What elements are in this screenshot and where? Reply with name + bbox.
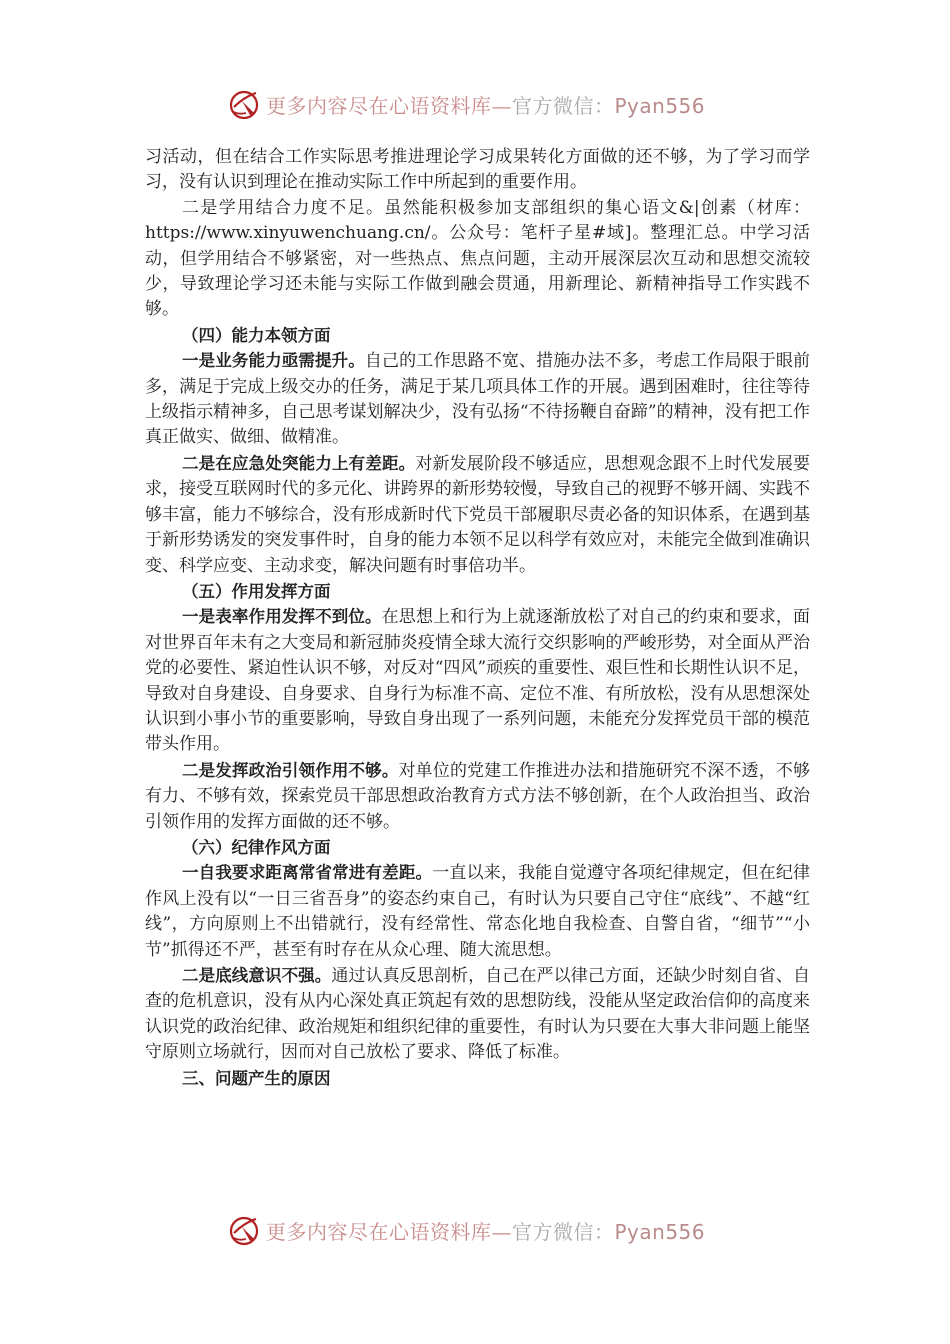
paragraph-body: 自己的工作思路不宽、措施办法不多，考虑工作局限于眼前多，满足于完成上级交办的任务，满足于某几项具体工作的开展。遇到困难时，往往等待上级指示精神多，自己思考谋划解决少，没有弘扬“不待扬鞭自奋蹄”的精神，没有把工作真正做实、做细、做精准。 — [145, 351, 810, 448]
chapter-heading: 三、问题产生的原因 — [182, 1068, 331, 1088]
banner-dash: — — [491, 93, 512, 118]
paragraph-body: 对单位的党建工作推进办法和措施研究不深不透，不够有力、不够有效，探索党员干部思想政治教育方式方法不够创新，在个人政治担当、政治引领作用的发挥方面做的还不够。 — [145, 760, 811, 832]
paragraph — [145, 451, 810, 579]
banner-title: 更多内容尽在心语资料库 — [266, 1219, 492, 1244]
paragraph-lead: 二是发挥政治引领作用不够。 — [182, 760, 399, 780]
paragraph-lead: 一是业务能力亟需提升。 — [182, 351, 365, 371]
paragraph-body: 对新发展阶段不够适应，思想观念跟不上时代发展要求，接受互联网时代的多元化、讲跨界的新形势较慢，导致自己的视野不够开阔、实践不够丰富，能力不够综合，没有形成新时代下党员干部履职尽责必备的知识体系，在遇到基于新形势诱发的突发事件时，自身的能力本领不足以科学有效应对，未能完全做到准确识变、科学应变、主动求变，解决问题有时事倍功半。 — [145, 453, 811, 576]
section-heading: （四）能力本领方面 — [182, 325, 331, 345]
pen-logo-icon — [228, 87, 262, 121]
paragraph — [145, 348, 810, 451]
paragraph-body: 通过认真反思剖析，自己在严以律己方面，还缺少时刻自省、自查的危机意识，没有从内心深处真正筑起有效的思想防线，没能从坚定政治信仰的高度来认识党的政治纪律、政治规矩和组织纪律的重要性，有时认为只要在大事大非问题上能坚守原则立场就行，因而对自己放松了要求、降低了标准。 — [145, 966, 810, 1063]
paragraph — [145, 604, 810, 757]
paragraph — [145, 860, 810, 963]
section-heading: （六）纪律作风方面 — [182, 837, 331, 857]
paragraph: 习活动，但在结合工作实际思考推进理论学习成果转化方面做的还不够，为了学习而学习，没有认识到理论在推动实际工作中所起到的重要作用。 — [145, 147, 810, 193]
footer-banner-text — [266, 1216, 705, 1245]
header-banner-text — [266, 90, 705, 119]
banner-wechat-label: 官方微信： — [512, 93, 615, 118]
banner-wechat-id: Pyan556 — [614, 93, 706, 118]
banner-dash: — — [491, 1219, 512, 1244]
section-heading: （五）作用发挥方面 — [182, 581, 331, 601]
paragraph — [145, 758, 810, 835]
paragraph-lead: 二是底线意识不强。 — [182, 966, 332, 985]
banner-wechat-id: Pyan556 — [614, 1219, 706, 1244]
banner-wechat-label: 官方微信： — [512, 1219, 615, 1244]
header-banner — [228, 86, 748, 122]
paragraph-body: 在思想上和行为上就逐渐放松了对自己的约束和要求，面对世界百年未有之大变局和新冠肺炎疫情全球大流行交织影响的严峻形势，对全面从严治党的必要性、紧迫性认识不够，对反对“四风”顽疾的重要性、艰巨性和长期性认识不足，导致对自身建设、自身要求、自身行为标准不高、定位不准、有所放松，没有从思想深处认识到小事小节的重要影响，导致自身出现了一系列问题，未能充分发挥党员干部的模范带头作用。 — [145, 607, 811, 755]
pen-logo-icon — [228, 1213, 262, 1247]
footer-banner — [228, 1212, 748, 1248]
banner-title: 更多内容尽在心语资料库 — [266, 93, 492, 118]
paragraph — [145, 963, 810, 1066]
paragraph-body: 一直以来，我能自觉遵守各项纪律规定，但在纪律作风上没有以“一日三省吾身”的姿态约束自己，有时认为只要自己守住“底线”、不越“红线”，方向原则上不出错就行，没有经常性、常态化地自我检查、自警自省，“细节”“小节”抓得还不严，甚至有时存在从众心理、随大流思想。 — [145, 863, 811, 960]
document-body — [145, 145, 810, 1091]
paragraph: 二是学用结合力度不足。虽然能积极参加支部组织的集心语文&|创素（材库：https://www.xinyuwenchuang.cn/。公众号：笔杆子星#域]。整理汇总。中学习活动，但学用结合不够紧密，对一些热点、焦点问题，主动开展深层次互动和思想交流较少，导致理论学习还未能与实际工作做到融会贯通，用新理论、新精神指导工作实践不够。 — [145, 197, 810, 320]
paragraph-lead: 二是在应急处突能力上有差距。 — [182, 453, 416, 473]
paragraph-lead: 一自我要求距离常省常进有差距。 — [182, 863, 433, 883]
paragraph-lead: 一是表率作用发挥不到位。 — [182, 607, 382, 627]
